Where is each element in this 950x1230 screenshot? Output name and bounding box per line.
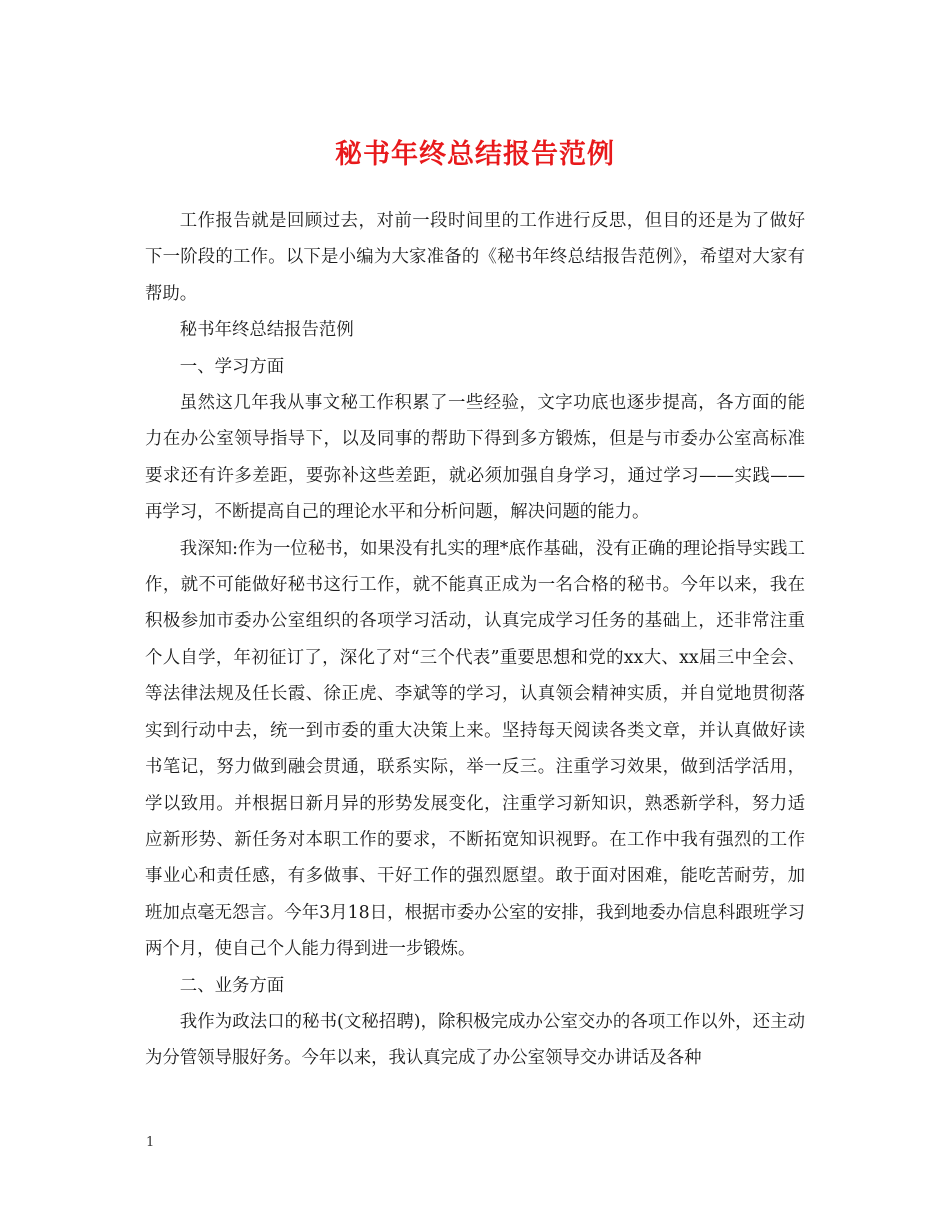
document-body [145,203,805,1077]
paragraph-study-2: 我深知:作为一位秘书，如果没有扎实的理*底作基础，没有正确的理论指导实践工作，就不可能做好秘书这行工作，就不能真正成为一名合格的秘书。今年以来，我在积极参加市委办公室组织的各项学习活动，认真完成学习任务的基础上，还非常注重个人自学，年初征订了，深化了对“三个代表”重要思想和党的xx大、xx届三中全会、等法律法规及任长霞、徐正虎、李斌等的学习，认真领会精神实质，并自觉地贯彻落实到行动中去，统一到市委的重大决策上来。坚持每天阅读各类文章，并认真做好读书笔记，努力做到融会贯通，联系实际，举一反三。注重学习效果，做到活学活用，学以致用。并根据日新月异的形势发展变化，注重学习新知识，熟悉新学科，努力适应新形势、新任务对本职工作的要求，不断拓宽知识视野。在工作中我有强烈的工作事业心和责任感，有多做事、干好工作的强烈愿望。敢于面对困难，能吃苦耐劳，加班加点毫无怨言。今年3月18日，根据市委办公室的安排，我到地委办信息科跟班学习两个月，使自己个人能力得到进一步锻炼。 [145,538,805,960]
paragraph-intro: 工作报告就是回顾过去，对前一段时间里的工作进行反思，但目的还是为了做好下一阶段的工作。以下是小编为大家准备的《秘书年终总结报告范例》，希望对大家有帮助。 [145,211,805,304]
document-title: 秘书年终总结报告范例 [335,139,615,170]
paragraph-subtitle: 秘书年终总结报告范例 [179,320,354,341]
paragraph-study-1: 虽然这几年我从事文秘工作积累了一些经验，文字功底也逐步提高，各方面的能力在办公室领导指导下，以及同事的帮助下得到多方锻炼，但是与市委办公室高标准要求还有许多差距，要弥补这些差距，就必须加强自身学习，通过学习——实践——再学习，不断提高自己的理论水平和分析问题，解决问题的能力。 [145,393,805,523]
page-number: 1 [146,1135,155,1150]
paragraph-business-1: 我作为政法口的秘书(文秘招聘)，除积极完成办公室交办的各项工作以外，还主动为分管领导服好务。今年以来，我认真完成了办公室领导交办讲话及各种 [145,1011,805,1069]
section-heading-business: 二、业务方面 [179,975,285,996]
section-heading-study: 一、学习方面 [179,356,285,377]
